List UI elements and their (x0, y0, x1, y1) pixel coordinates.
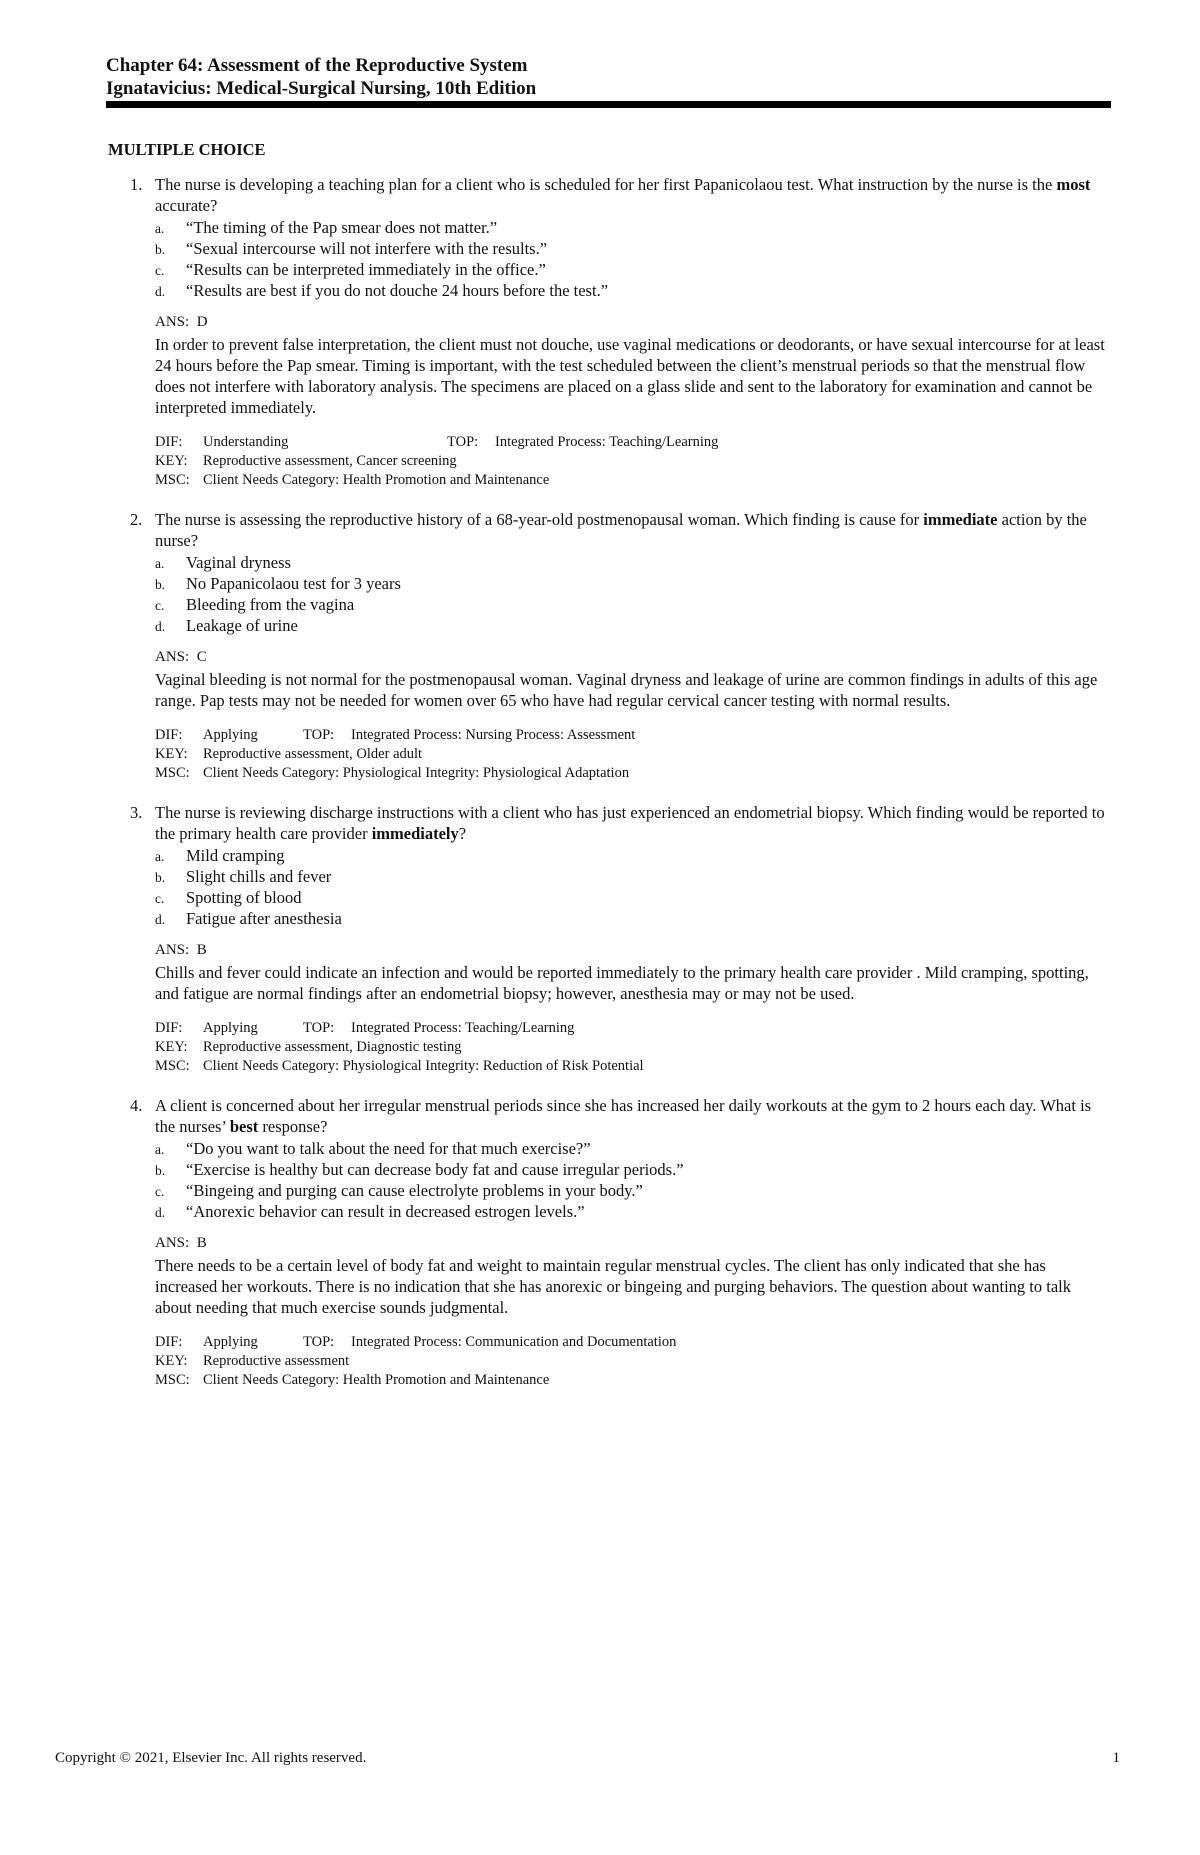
question-number: 3. (130, 803, 143, 822)
question-list (108, 174, 1108, 1409)
question-meta: DIF: Applying TOP: Integrated Process: Teaching/Learning KEY: Reproductive assessment, Diagnostic testing MSC: Client Needs Category: Physiological Integrity: Reduction of Risk Potential (155, 1020, 644, 1074)
option-a: a. Mild cramping (155, 846, 285, 865)
question-1 (108, 174, 1108, 490)
option-c: c. “Bingeing and purging can cause electrolyte problems in your body.” (155, 1181, 643, 1200)
option-d: d. “Results are best if you do not douche 24 hours before the test.” (155, 281, 609, 300)
option-c: c. Bleeding from the vagina (155, 595, 355, 614)
book-title: Ignatavicius: Medical-Surgical Nursing, 10th Edition (106, 78, 537, 99)
option-b: b. “Exercise is healthy but can decrease body fat and cause irregular periods.” (155, 1160, 684, 1179)
question-number: 1. (130, 175, 143, 194)
option-a: a. Vaginal dryness (155, 553, 291, 572)
question-stem: The nurse is developing a teaching plan for a client who is scheduled for her first Papanicolaou test. What instruction by the nurse is the most accurate? (155, 175, 1091, 215)
section-title: MULTIPLE CHOICE (108, 140, 266, 159)
option-d: d. “Anorexic behavior can result in decreased estrogen levels.” (155, 1202, 585, 1221)
option-a: a. “The timing of the Pap smear does not matter.” (155, 218, 498, 237)
answer: ANS: C (155, 649, 207, 665)
page-number: 1 (1112, 1750, 1120, 1766)
page-footer (55, 1750, 1120, 1767)
question-meta: DIF: Understanding TOP: Integrated Process: Teaching/Learning KEY: Reproductive assessment, Cancer screening MSC: Client Needs Category: Health Promotion and Maintenance (155, 434, 719, 488)
question-stem: The nurse is assessing the reproductive history of a 68-year-old postmenopausal woman. Which finding is cause for immediate action by the nurse? (155, 510, 1087, 550)
question-3 (108, 802, 1108, 1076)
question-stem: The nurse is reviewing discharge instructions with a client who has just experienced an endometrial biopsy. Which finding would be reported to the primary health care provider immediately? (155, 803, 1105, 843)
question-number: 2. (130, 510, 143, 529)
option-list (155, 845, 1108, 929)
option-list (155, 1138, 1108, 1222)
option-c: c. Spotting of blood (155, 888, 302, 907)
option-d: d. Leakage of urine (155, 616, 298, 635)
option-a: a. “Do you want to talk about the need for that much exercise?” (155, 1139, 591, 1158)
option-b: b. Slight chills and fever (155, 867, 332, 886)
option-c: c. “Results can be interpreted immediately in the office.” (155, 260, 546, 279)
answer: ANS: B (155, 942, 207, 958)
question-stem: A client is concerned about her irregular menstrual periods since she has increased her daily workouts at the gym to 2 hours each day. What is the nurses’ best response? (155, 1096, 1092, 1136)
question-meta: DIF: Applying TOP: Integrated Process: Communication and Documentation KEY: Reproductive assessment MSC: Client Needs Category: Health Promotion and Maintenance (155, 1334, 677, 1388)
chapter-title: Chapter 64: Assessment of the Reproductive System (106, 55, 528, 76)
question-meta: DIF: Applying TOP: Integrated Process: Nursing Process: Assessment KEY: Reproductive assessment, Older adult MSC: Client Needs Category: Physiological Integrity: Physiological Adaptation (155, 727, 636, 781)
question-4 (108, 1095, 1108, 1390)
option-d: d. Fatigue after anesthesia (155, 909, 342, 928)
question-number: 4. (130, 1096, 143, 1115)
copyright-text: Copyright © 2021, Elsevier Inc. All rights reserved. (55, 1750, 367, 1766)
option-b: b. No Papanicolaou test for 3 years (155, 574, 401, 593)
question-2 (108, 509, 1108, 783)
option-list (155, 217, 1108, 301)
answer: ANS: D (155, 314, 208, 330)
option-b: b. “Sexual intercourse will not interfere with the results.” (155, 239, 548, 258)
option-list (155, 552, 1108, 636)
page-header (106, 54, 1111, 108)
rationale: Vaginal bleeding is not normal for the postmenopausal woman. Vaginal dryness and leakage of urine are common findings in adults of this age range. Pap tests may not be needed for women over 65 who have had regular cervical cancer testing with normal results. (155, 670, 1098, 710)
header-rule (106, 101, 1111, 108)
rationale: In order to prevent false interpretation, the client must not douche, use vaginal medications or deodorants, or have sexual intercourse for at least 24 hours before the Pap smear. Timing is important, with the test scheduled between the client’s menstrual periods so that the menstrual flow does not interfere with laboratory analysis. The specimens are placed on a glass slide and sent to the laboratory for examination and cannot be interpreted immediately. (155, 335, 1105, 417)
rationale: Chills and fever could indicate an infection and would be reported immediately to the primary health care provider . Mild cramping, spotting, and fatigue are normal findings after an endometrial biopsy; however, anesthesia may or may not be used. (155, 963, 1089, 1003)
rationale: There needs to be a certain level of body fat and weight to maintain regular menstrual cycles. The client has only indicated that she has increased her workouts. There is no indication that she has anorexic or bingeing and purging behaviors. The question about wanting to talk about needing that much exercise sounds judgmental. (155, 1256, 1071, 1317)
answer: ANS: B (155, 1235, 207, 1251)
